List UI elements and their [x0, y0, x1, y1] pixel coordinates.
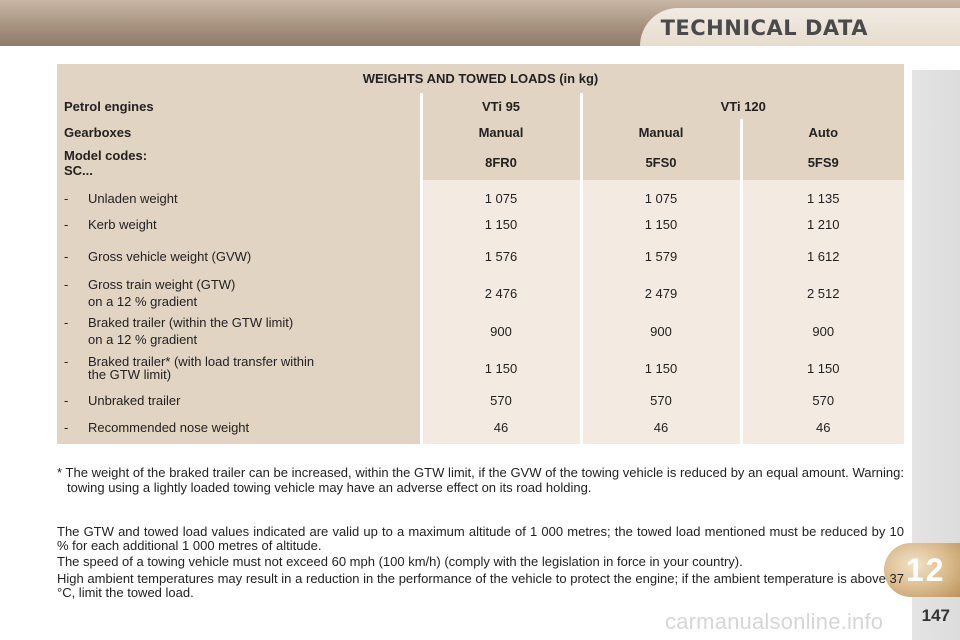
model-code-col-3: 5FS9 [741, 145, 904, 180]
row-label [57, 350, 421, 386]
row-label-text: Gross vehicle weight (GVW) [88, 248, 252, 264]
paragraph-altitude: The GTW and towed load values indicated are valid up to a maximum altitude of 1 000 metres; the towed load mentioned must be reduced by 10 % for each additional 1 000 metres of altitude. [57, 524, 904, 553]
row-label-text: Recommended nose weight [88, 419, 250, 435]
row-dash: - [64, 216, 69, 232]
row-label [57, 386, 421, 414]
row-dash: - [64, 419, 69, 435]
weights-table [57, 64, 904, 444]
row-dash: - [64, 248, 69, 264]
gearboxes-label: Gearboxes [57, 119, 421, 145]
gearbox-col-3: Auto [741, 119, 904, 145]
row-value: 46 [581, 414, 741, 444]
model-code-col-2: 5FS0 [581, 145, 741, 180]
table-row [57, 210, 904, 238]
row-value: 1 150 [581, 210, 741, 238]
page-number: 147 [921, 606, 950, 625]
table-row [57, 350, 904, 386]
row-value: 900 [581, 312, 741, 350]
row-sublabel: the GTW limit) [88, 367, 172, 382]
row-label [57, 238, 421, 274]
row-value: 1 150 [421, 210, 581, 238]
row-label [57, 414, 421, 444]
row-value: 2 476 [421, 274, 581, 312]
row-value: 900 [741, 312, 904, 350]
row-value: 46 [741, 414, 904, 444]
row-value: 900 [421, 312, 581, 350]
row-value: 1 579 [581, 238, 741, 274]
chapter-badge: 12 [884, 543, 960, 597]
row-label-text: Kerb weight [88, 216, 157, 232]
row-sublabel: on a 12 % gradient [88, 294, 198, 309]
table-row [57, 238, 904, 274]
row-label-text: Unbraked trailer [88, 392, 181, 408]
model-codes-row [57, 145, 904, 180]
model-code-col-1: 8FR0 [421, 145, 581, 180]
row-dash: - [64, 354, 69, 369]
paragraph-speed: The speed of a towing vehicle must not exceed 60 mph (100 km/h) (comply with the legislation in force in your country). [57, 554, 743, 569]
model-codes-label [57, 145, 421, 180]
row-dash: - [64, 315, 69, 330]
row-label-text: Braked trailer (within the GTW limit) [88, 315, 294, 330]
row-value: 46 [421, 414, 581, 444]
row-dash: - [64, 277, 69, 292]
row-value: 1 150 [581, 350, 741, 386]
row-label-text: Gross train weight (GTW) [88, 277, 236, 292]
table-row [57, 312, 904, 350]
paragraph-temperature: High ambient temperatures may result in a reduction in the performance of the vehicle to protect the engine; if the ambient temperature is above 37 °C, limit the towed load. [57, 571, 904, 600]
row-value: 1 576 [421, 238, 581, 274]
row-sublabel: on a 12 % gradient [88, 332, 198, 347]
row-dash: - [64, 392, 69, 408]
table-row [57, 386, 904, 414]
row-label [57, 312, 421, 350]
row-label [57, 210, 421, 238]
row-value: 2 479 [581, 274, 741, 312]
footnote: * The weight of the braked trailer can be increased, within the GTW limit, if the GVW of the towing vehicle is reduced by an equal amount. Warning: towing using a lightly loaded towing vehicle may have an adverse effect on its road holding. [57, 465, 904, 495]
table-title: WEIGHTS AND TOWED LOADS (in kg) [57, 64, 904, 93]
gearboxes-row [57, 119, 904, 145]
row-value: 1 612 [741, 238, 904, 274]
row-value: 1 150 [741, 350, 904, 386]
row-label [57, 180, 421, 210]
engine-vti95: VTi 95 [421, 93, 581, 119]
gearbox-col-2: Manual [581, 119, 741, 145]
row-label-text: Unladen weight [88, 190, 178, 206]
table-title-row [57, 64, 904, 93]
row-value: 1 150 [421, 350, 581, 386]
gearbox-col-1: Manual [421, 119, 581, 145]
row-value: 1 075 [421, 180, 581, 210]
row-value: 1 075 [581, 180, 741, 210]
petrol-engines-row [57, 93, 904, 119]
row-label-text: Braked trailer* (with load transfer within [88, 354, 315, 369]
row-value: 2 512 [741, 274, 904, 312]
watermark: carmanualsonline.info [665, 609, 884, 634]
model-codes-label-line2: SC... [64, 162, 93, 178]
row-value: 1 210 [741, 210, 904, 238]
row-value: 570 [421, 386, 581, 414]
page-title: TECHNICAL DATA [660, 16, 868, 40]
table-row [57, 274, 904, 312]
engine-vti120: VTi 120 [581, 93, 904, 119]
petrol-engines-label: Petrol engines [57, 93, 421, 119]
row-value: 570 [581, 386, 741, 414]
row-value: 1 135 [741, 180, 904, 210]
model-codes-label-line1: Model codes: [64, 147, 148, 163]
table-row [57, 180, 904, 210]
row-value: 570 [741, 386, 904, 414]
table-row [57, 414, 904, 444]
row-dash: - [64, 190, 69, 206]
row-label [57, 274, 421, 312]
